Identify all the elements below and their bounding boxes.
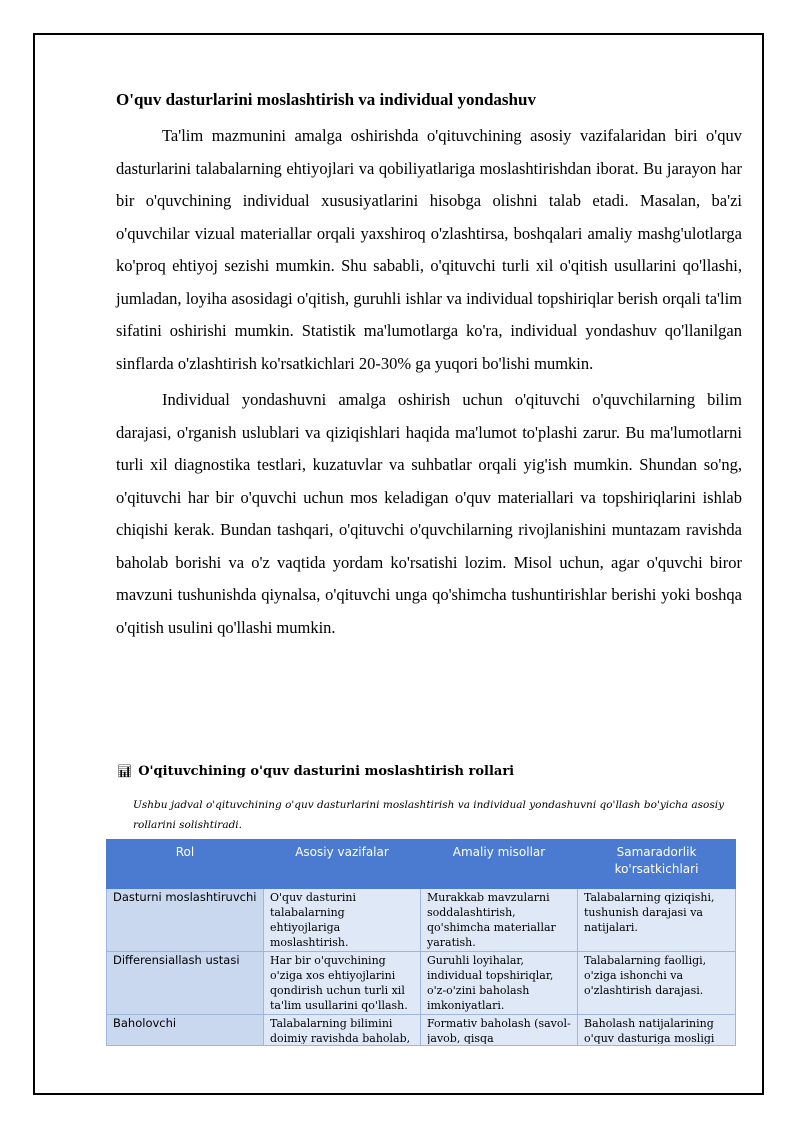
table-cell-text: Formativ baholash (savol-javob, qisqa (427, 1017, 571, 1044)
table-cell: Murakkab mavzularni soddalashtirish, qo'shimcha materiallar yaratish. (421, 889, 578, 952)
table-cell (107, 1015, 264, 1046)
column-header: Samaradorlik ko'rsatkichlari (578, 840, 736, 889)
paragraph-2: Individual yondashuvni amalga oshirish uchun o'qituvchi o'quvchilarning bilim darajasi, o'rganish uslublari va qiziqishlari haqida ma'lumot to'plashi zarur. Bu ma'lumotlarni turli xil diagnostika testlari, kuzatuvlar va suhbatlar orqali yig'ish mumkin. Shundan so'ng, o'qituvchi har bir o'quvchi uchun mos keladigan o'quv materiallari va topshiriqlarini ishlab chiqishi kerak. Bundan tashqari, o'qituvchi o'quvchilarning rivojlanishini muntazam ravishda baholab borishi va o'z vaqtida yordam ko'rsatishi lozim. Misol uchun, agar o'quvchi biror mavzuni tushunishda qiynalsa, o'qituvchi unga qo'shimcha tushuntirishlar berishi yoki boshqa o'qitish usulini qo'llashi mumkin. (116, 390, 742, 637)
table-cell: Talabalarning qiziqishi, tushunish darajasi va natijalari. (578, 889, 736, 952)
table-cell: Dasturni moslashtiruvchi (107, 889, 264, 952)
table-caption: Ushbu jadval o'qituvchining o'quv dasturlarini moslashtirish va individual yondashuvni qo'llash bo'yicha asosiy rollarini solishtiradi. (133, 799, 725, 831)
document-title: O'quv dasturlarini moslashtirish va individual yondashuv (116, 90, 536, 109)
column-header: Amaliy misollar (421, 840, 578, 889)
table-row (107, 952, 736, 1015)
table-cell (421, 1015, 578, 1046)
chart-icon: 📊︎ (117, 764, 133, 778)
table-cell: Har bir o'quvchining o'ziga xos ehtiyojlarini qondirish uchun turli xil ta'lim usullarini qo'llash. (264, 952, 421, 1015)
table-cell (264, 1015, 421, 1046)
table-heading (117, 764, 514, 779)
table-row (107, 1015, 736, 1046)
table-cell-text: Baholovchi (113, 1016, 177, 1030)
table-cell: O'quv dasturini talabalarning ehtiyojlariga moslashtirish. (264, 889, 421, 952)
table-cell (578, 1015, 736, 1046)
column-header: Asosiy vazifalar (264, 840, 421, 889)
table-heading-text: O'qituvchining o'quv dasturini moslashtirish rollari (138, 764, 515, 779)
table-header-row (107, 840, 736, 889)
table-cell: Guruhli loyihalar, individual topshiriqlar, o'z-o'zini baholash imkoniyatlari. (421, 952, 578, 1015)
table-cell-text: Baholash natijalarining o'quv dasturiga mosligi (584, 1017, 715, 1044)
table-cell: Differensiallash ustasi (107, 952, 264, 1015)
table-row (107, 889, 736, 952)
column-header: Rol (107, 840, 264, 889)
table-cell-text: Talabalarning bilimini doimiy ravishda baholab, (270, 1017, 411, 1044)
paragraph-1: Ta'lim mazmunini amalga oshirishda o'qituvchining asosiy vazifalaridan biri o'quv dasturlarini talabalarning ehtiyojlari va qobiliyatlariga moslashtirishdan iborat. Bu jarayon har bir o'quvchining individual xususiyatlarini hisobga olishni talab etadi. Masalan, ba'zi o'quvchilar vizual materiallar orqali yaxshiroq o'zlashtirsa, boshqalari amaliy mashg'ulotlarga ko'proq ehtiyoj sezishi mumkin. Shu sababli, o'qituvchi turli xil o'qitish usullarini qo'llashi, jumladan, loyiha asosidagi o'qitish, guruhli ishlar va individual topshiriqlar berish orqali ta'lim sifatini oshirishi mumkin. Statistik ma'lumotlarga ko'ra, individual yondashuv qo'llanilgan sinflarda o'zlashtirish ko'rsatkichlari 20-30% ga yuqori bo'lishi mumkin. (116, 126, 742, 373)
roles-table (106, 839, 736, 1046)
document-body (116, 80, 742, 648)
table-cell: Talabalarning faolligi, o'ziga ishonchi va o'zlashtirish darajasi. (578, 952, 736, 1015)
